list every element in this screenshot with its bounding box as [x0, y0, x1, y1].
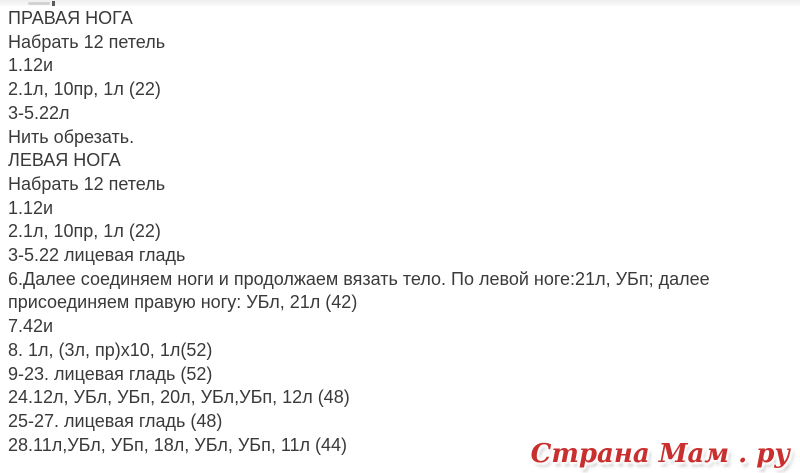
cropped-line-remnant — [0, 0, 800, 6]
pattern-line: 3-5.22л — [8, 102, 70, 123]
strana-mam-watermark: Страна Мам . ру — [530, 439, 790, 469]
pattern-line: 3-5.22 лицевая гладь — [8, 245, 186, 266]
pattern-line: 9-23. лицевая гладь (52) — [8, 363, 213, 384]
pattern-line: 2.1л, 10пр, 1л (22) — [8, 79, 161, 100]
cropped-text-dot — [52, 1, 55, 6]
pattern-text-block — [8, 7, 796, 457]
pattern-line: 1.12и — [8, 55, 54, 76]
pattern-line: 28.11л,УБл, УБп, 18л, УБл, УБп, 11л (44) — [8, 434, 348, 455]
pattern-line: 7.42и — [8, 316, 54, 337]
pattern-line: ЛЕВАЯ НОГА — [8, 150, 121, 171]
pattern-line: присоединяем правую ногу: УБл, 21л (42) — [8, 292, 358, 313]
pattern-line: ПРАВАЯ НОГА — [8, 8, 133, 28]
pattern-line: 2.1л, 10пр, 1л (22) — [8, 221, 161, 242]
pattern-line: Набрать 12 петель — [8, 173, 166, 194]
pattern-line: 6.Далее соединяем ноги и продолжаем вязать тело. По левой ноге:21л, УБп; далее — [8, 268, 710, 289]
pattern-line: 24.12л, УБл, УБп, 20л, УБл,УБп, 12л (48) — [8, 387, 350, 408]
pattern-line: Набрать 12 петель — [8, 31, 166, 52]
cropped-text-streak — [28, 2, 50, 5]
pattern-line: 8. 1л, (3л, пр)х10, 1л(52) — [8, 339, 213, 360]
pattern-line: 25-27. лицевая гладь (48) — [8, 410, 223, 431]
pattern-line: 1.12и — [8, 197, 54, 218]
pattern-line: Нить обрезать. — [8, 126, 135, 147]
